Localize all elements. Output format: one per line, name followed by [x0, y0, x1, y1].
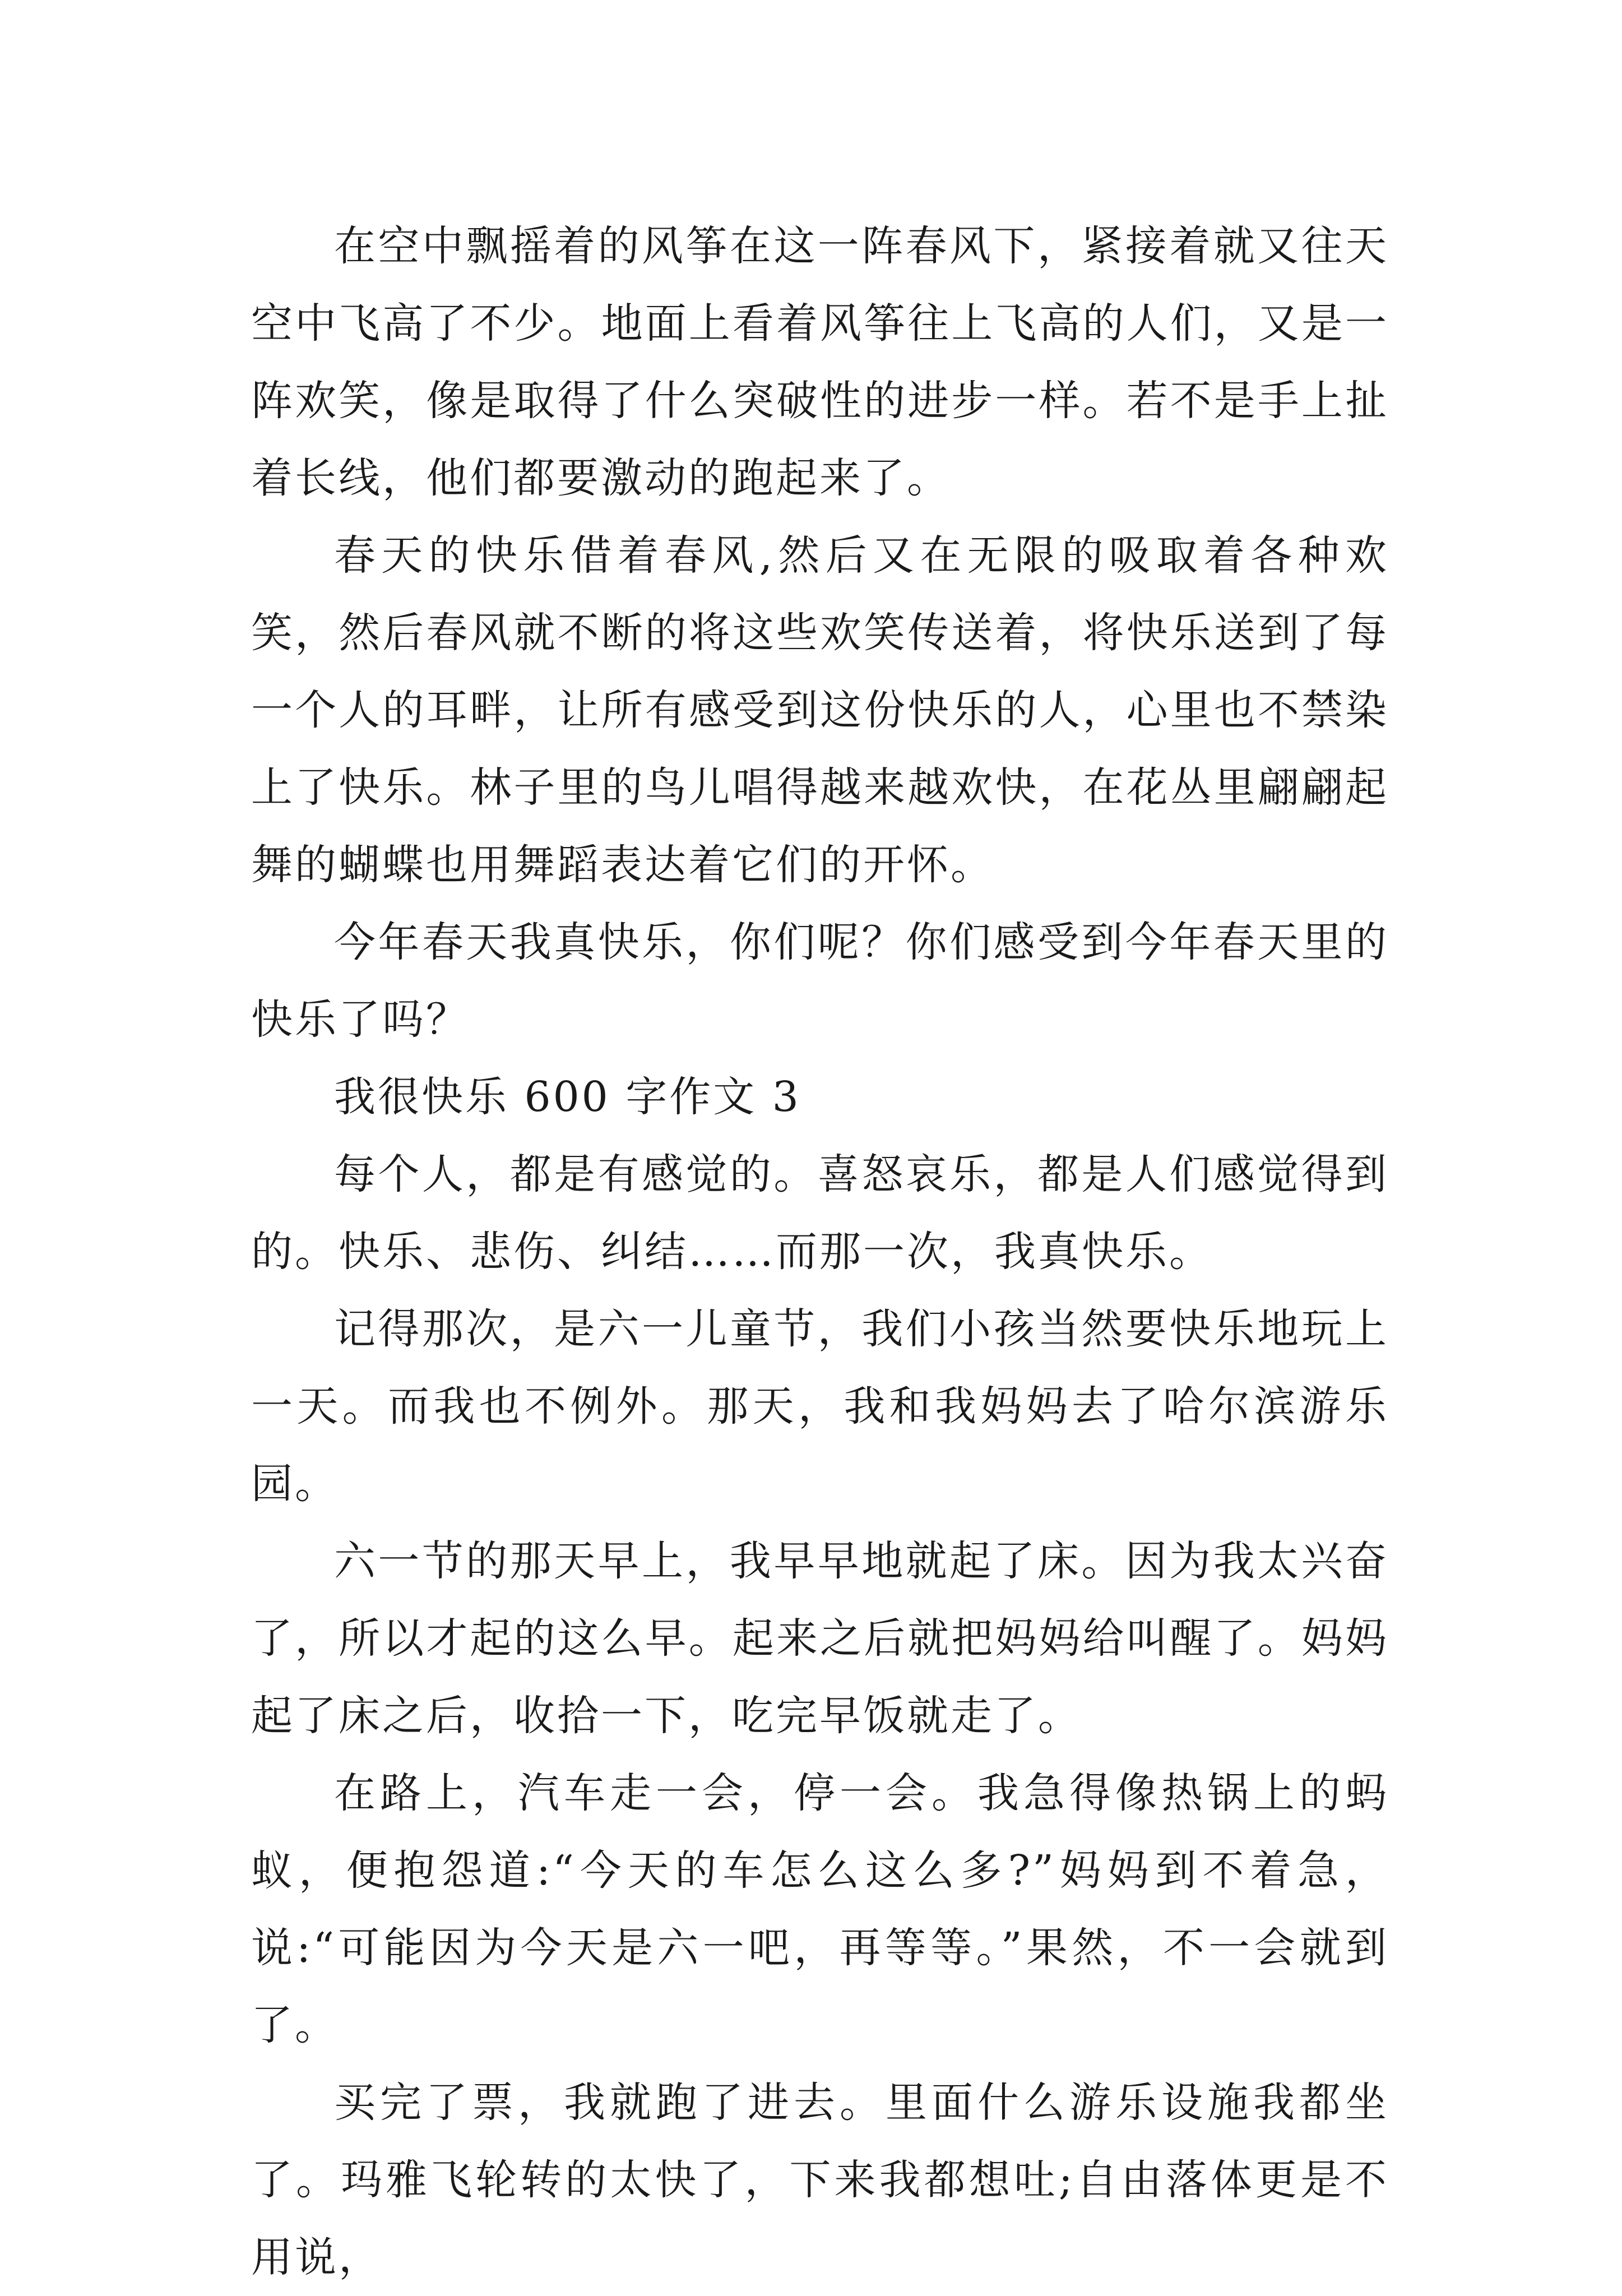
document-page [251, 207, 1389, 2296]
paragraph-on-the-road: 在路上，汽车走一会，停一会。我急得像热锅上的蚂蚁，便抱怨道:“今天的车怎么这么多?”妈妈到不着急，说:“可能因为今天是六一吧，再等等。”果然，不一会就到了。 [251, 1769, 1389, 2049]
paragraph-feelings: 每个人，都是有感觉的。喜怒哀乐，都是人们感觉得到的。快乐、悲伤、纠结……而那一次，我真快乐。 [251, 1150, 1389, 1276]
paragraph-morning: 六一节的那天早上，我早早地就起了床。因为我太兴奋了，所以才起的这么早。起来之后就把妈妈给叫醒了。妈妈起了床之后，收拾一下，吃完早饭就走了。 [251, 1537, 1389, 1740]
paragraph-kite: 在空中飘摇着的风筝在这一阵春风下，紧接着就又往天空中飞高了不少。地面上看着风筝往上飞高的人们，又是一阵欢笑，像是取得了什么突破性的进步一样。若不是手上扯着长线，他们都要激动的跑起来了。 [251, 222, 1389, 502]
paragraph-rides: 买完了票，我就跑了进去。里面什么游乐设施我都坐了。玛雅飞轮转的太快了，下来我都想吐;自由落体更是不用说， [251, 2079, 1389, 2281]
paragraph-question: 今年春天我真快乐，你们呢？你们感受到今年春天里的快乐了吗？ [251, 918, 1389, 1044]
paragraph-childrens-day: 记得那次，是六一儿童节，我们小孩当然要快乐地玩上一天。而我也不例外。那天，我和我妈妈去了哈尔滨游乐园。 [251, 1305, 1389, 1508]
paragraph-spring-joy: 春天的快乐借着春风,然后又在无限的吸取着各种欢笑，然后春风就不断的将这些欢笑传送着，将快乐送到了每一个人的耳畔，让所有感受到这份快乐的人，心里也不禁染上了快乐。林子里的鸟儿唱得越来越欢快，在花丛里翩翩起舞的蝴蝶也用舞蹈表达着它们的开怀。 [251, 531, 1389, 889]
essay-heading: 我很快乐 600 字作文 3 [334, 1073, 801, 1121]
